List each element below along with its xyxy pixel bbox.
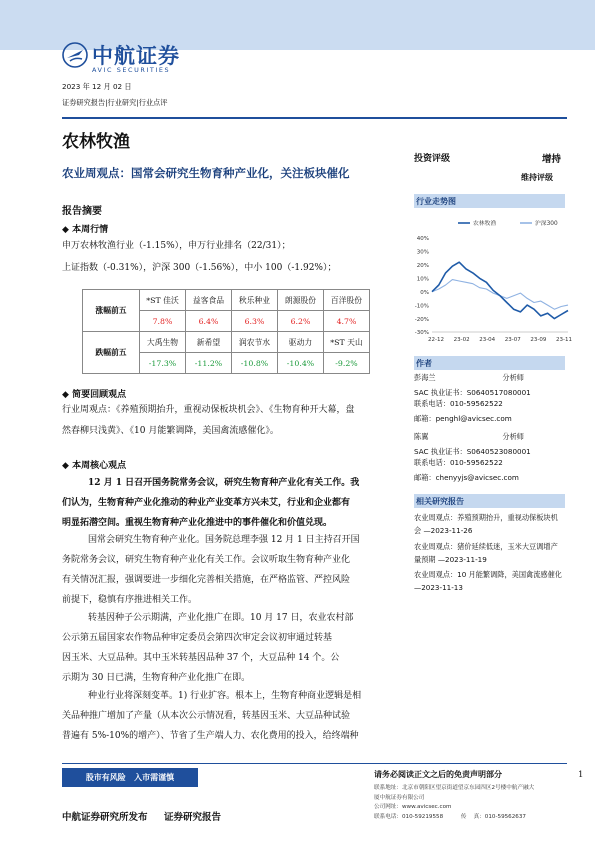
review-heading-text: 简要回顾观点 [72, 390, 127, 400]
related-item [414, 570, 574, 592]
x-tick-label: 23-09 [530, 337, 547, 343]
chart-heading: 行业走势图 [414, 194, 565, 208]
series-line [432, 262, 568, 318]
y-tick-label: -30% [414, 330, 429, 337]
core-para-1-line: 12 月 1 日召开国务院常务会议，研究生物育种产业化有关工作。我 [88, 478, 360, 488]
gainer-pct: 6.3% [232, 311, 278, 332]
x-tick-label: 23-02 [453, 337, 470, 343]
top-banner [0, 0, 595, 50]
y-tick-label: -20% [414, 316, 429, 323]
related-item-line: 量预期 —2023-11-19 [414, 554, 487, 564]
contact-phone: 联系电话：010-59219558 传 真：010-59562637 [374, 813, 526, 820]
y-tick-label: 30% [416, 249, 429, 256]
core-para-2 [62, 530, 360, 610]
analyst-2 [414, 432, 574, 482]
core-para-3-line: 公示第五届国家农作物品种审定委员会第四次审定会议初审通过转基 [62, 633, 333, 643]
x-tick-label: 23-07 [504, 337, 521, 343]
summary-heading: 报告摘要 [62, 206, 102, 217]
logo-text-en: AVIC SECURITIES [92, 66, 171, 74]
rating-sub: 维持评级 [521, 172, 553, 182]
gainer-name: 秋乐种业 [232, 290, 278, 311]
y-tick-label: -10% [414, 303, 429, 310]
report-date: 2023 年 12 月 02 日 [62, 82, 132, 91]
related-item-line: —2023-11-13 [414, 582, 463, 592]
related-item [414, 542, 574, 564]
core-para-3-line: 因玉米、大豆品种。其中玉米转基因品种 37 个，大豆品种 14 个。公 [62, 653, 340, 663]
related-item-line: 会 —2023-11-26 [414, 525, 473, 535]
rating-value: 增持 [542, 154, 562, 165]
publisher-line: 中航证券研究所发布 证券研究报告 [62, 812, 222, 823]
losers-label: 跌幅前五 [83, 332, 140, 374]
x-tick-label: 23-11 [556, 337, 572, 343]
gainers-label: 涨幅前五 [83, 290, 140, 332]
core-para-1 [62, 473, 359, 533]
gainer-name: 益客食品 [186, 290, 232, 311]
y-tick-label: 40% [416, 236, 429, 243]
core-para-1-line: 们认为，生物育种产业化推动的种业产业变革方兴未艾，行业和企业都有 [62, 498, 351, 508]
related-item-line: 农业周观点：猪价延续低迷，玉米大豆调增产 [414, 542, 558, 551]
title-divider [62, 117, 567, 119]
core-heading-text: 本周核心观点 [72, 461, 127, 471]
legend-label: 农林牧渔 [473, 221, 497, 227]
core-para-2-line: 国常会研究生物育种产业化。国务院总理李强 12 月 1 日主持召开国 [88, 535, 360, 545]
gainers-name-row [83, 290, 370, 311]
review-line-2: 然春柳只浅黄》、《10 月能繁调降，美国禽流感催化》。 [62, 426, 279, 436]
review-heading: ◆ 简要回顾观点 [62, 390, 127, 400]
contact-address: 联系地址：北京市朝阳区望京街道望京东园四区2号楼中航产融大 [374, 785, 535, 791]
page-number: 1 [578, 770, 584, 780]
loser-pct: -10.8% [232, 353, 278, 374]
gainer-name: 百洋股份 [324, 290, 370, 311]
analyst-sac: SAC 执业证书：S0640517080001 [414, 387, 531, 397]
gainer-name: *ST 佳沃 [140, 290, 186, 311]
logo-text-cn: 中航证券 [92, 44, 180, 68]
y-tick-label: 0% [420, 289, 429, 296]
gainer-pct: 6.4% [186, 311, 232, 332]
footer-divider [62, 763, 567, 764]
core-para-2-line: 前提下，稳慎有序推进相关工作。 [62, 595, 198, 605]
gainer-pct: 6.2% [278, 311, 324, 332]
loser-name: 大禹生物 [140, 332, 186, 353]
core-para-2-line: 有关情况汇报，强调要进一步细化完善相关措施，在严格监管、严控风险 [62, 575, 351, 585]
loser-name: 润农节水 [232, 332, 278, 353]
series-line [432, 280, 568, 310]
analyst-sac: SAC 执业证书：S0640523080001 [414, 446, 531, 456]
risk-banner: 股市有风险 入市需谨慎 [62, 768, 198, 787]
logo-emblem [62, 42, 88, 68]
market-line-1: 申万农林牧渔行业（-1.15%），申万行业排名（22/31）； [62, 241, 291, 251]
disclaimer-note: 请务必阅读正文之后的免责声明部分 [374, 769, 502, 779]
core-para-3 [62, 608, 354, 688]
related-item [414, 513, 574, 535]
contact-website: 公司网址：www.avicsec.com [374, 804, 452, 810]
y-tick-label: 20% [416, 263, 429, 270]
rating-label: 投资评级 [414, 154, 451, 164]
y-tick-label: 10% [416, 276, 429, 283]
related-item-line: 农业周观点：10 月能繁调降，美国禽流感催化 [414, 570, 562, 579]
market-heading-text: 本周行情 [72, 225, 109, 235]
core-para-1-line: 明显拓潜空间。重视生物育种产业化推进中的事件催化和价值兑现。 [62, 518, 333, 528]
analyst-email: 邮箱：penghl@avicsec.com [414, 413, 512, 423]
loser-name: 驱动力 [278, 332, 324, 353]
analyst-name: 彭海兰 [414, 373, 436, 382]
industry-trend-chart [408, 214, 573, 344]
loser-pct: -10.4% [278, 353, 324, 374]
core-para-4-line: 普遍有 5%-10%的增产）、节省了生产端人力、农化费用的投入，给终端种 [62, 731, 359, 741]
analyst-role: 分析师 [502, 432, 524, 441]
analyst-name: 陈翼 [414, 432, 429, 441]
gainer-pct: 4.7% [324, 311, 370, 332]
core-para-2-line: 务院常务会议，研究生物育种产业化有关工作。会议听取生物育种产业化 [62, 555, 351, 565]
x-tick-label: 23-04 [479, 337, 496, 343]
legend-label: 沪深300 [535, 221, 558, 227]
x-tick-label: 22-12 [428, 337, 444, 343]
core-para-3-line: 转基因种子公示期满，产业化推广在即。10 月 17 日，农业农村部 [88, 613, 354, 623]
core-para-3-line: 示期为 30 日已满，生物育种产业化推广在即。 [62, 673, 251, 683]
loser-pct: -11.2% [186, 353, 232, 374]
core-para-4-line: 种业行业将深刻变革。1) 行业扩容。根本上，生物育种商业逻辑是相 [88, 691, 362, 701]
industry-title: 农林牧渔 [62, 132, 130, 152]
review-line-1: 行业周观点：《养殖预期抬升，重视动保板块机会》、《生物育种开大幕，盘 [62, 405, 355, 415]
related-item-line: 农业周观点：养殖预期抬升，重视动保板块机 [414, 513, 558, 522]
loser-pct: -9.2% [324, 353, 370, 374]
analyst-phone: 联系电话：010-59562522 [414, 399, 503, 408]
gainer-pct: 7.8% [140, 311, 186, 332]
analyst-role: 分析师 [502, 373, 524, 382]
performance-table [82, 289, 370, 374]
market-line-2: 上证指数（-0.31%），沪深 300（-1.56%），中小 100（-1.92%）； [62, 263, 337, 273]
analyst-email: 邮箱：chenyyjs@avicsec.com [414, 472, 519, 482]
related-heading: 相关研究报告 [414, 494, 565, 508]
contact-block [374, 784, 534, 822]
core-para-4 [62, 686, 361, 746]
breadcrumb: 证券研究报告|行业研究|行业点评 [62, 98, 168, 107]
authors-heading: 作者 [414, 356, 565, 370]
contact-address-2: 厦中航证券有限公司 [374, 794, 425, 801]
report-headline: 农业周观点：国常会研究生物育种产业化，关注板块催化 [62, 166, 350, 180]
loser-pct: -17.3% [140, 353, 186, 374]
market-heading: ◆ 本周行情 [62, 225, 109, 235]
core-para-4-line: 关品种推广增加了产量（从本次公示情况看，转基因玉米、大豆品种试验 [62, 711, 351, 721]
core-heading: ◆ 本周核心观点 [62, 461, 127, 471]
analyst-1 [414, 373, 574, 423]
gainer-name: 朗源股份 [278, 290, 324, 311]
loser-name: 新希望 [186, 332, 232, 353]
loser-name: *ST 天山 [324, 332, 370, 353]
losers-name-row [83, 332, 370, 353]
analyst-phone: 联系电话：010-59562522 [414, 458, 503, 467]
